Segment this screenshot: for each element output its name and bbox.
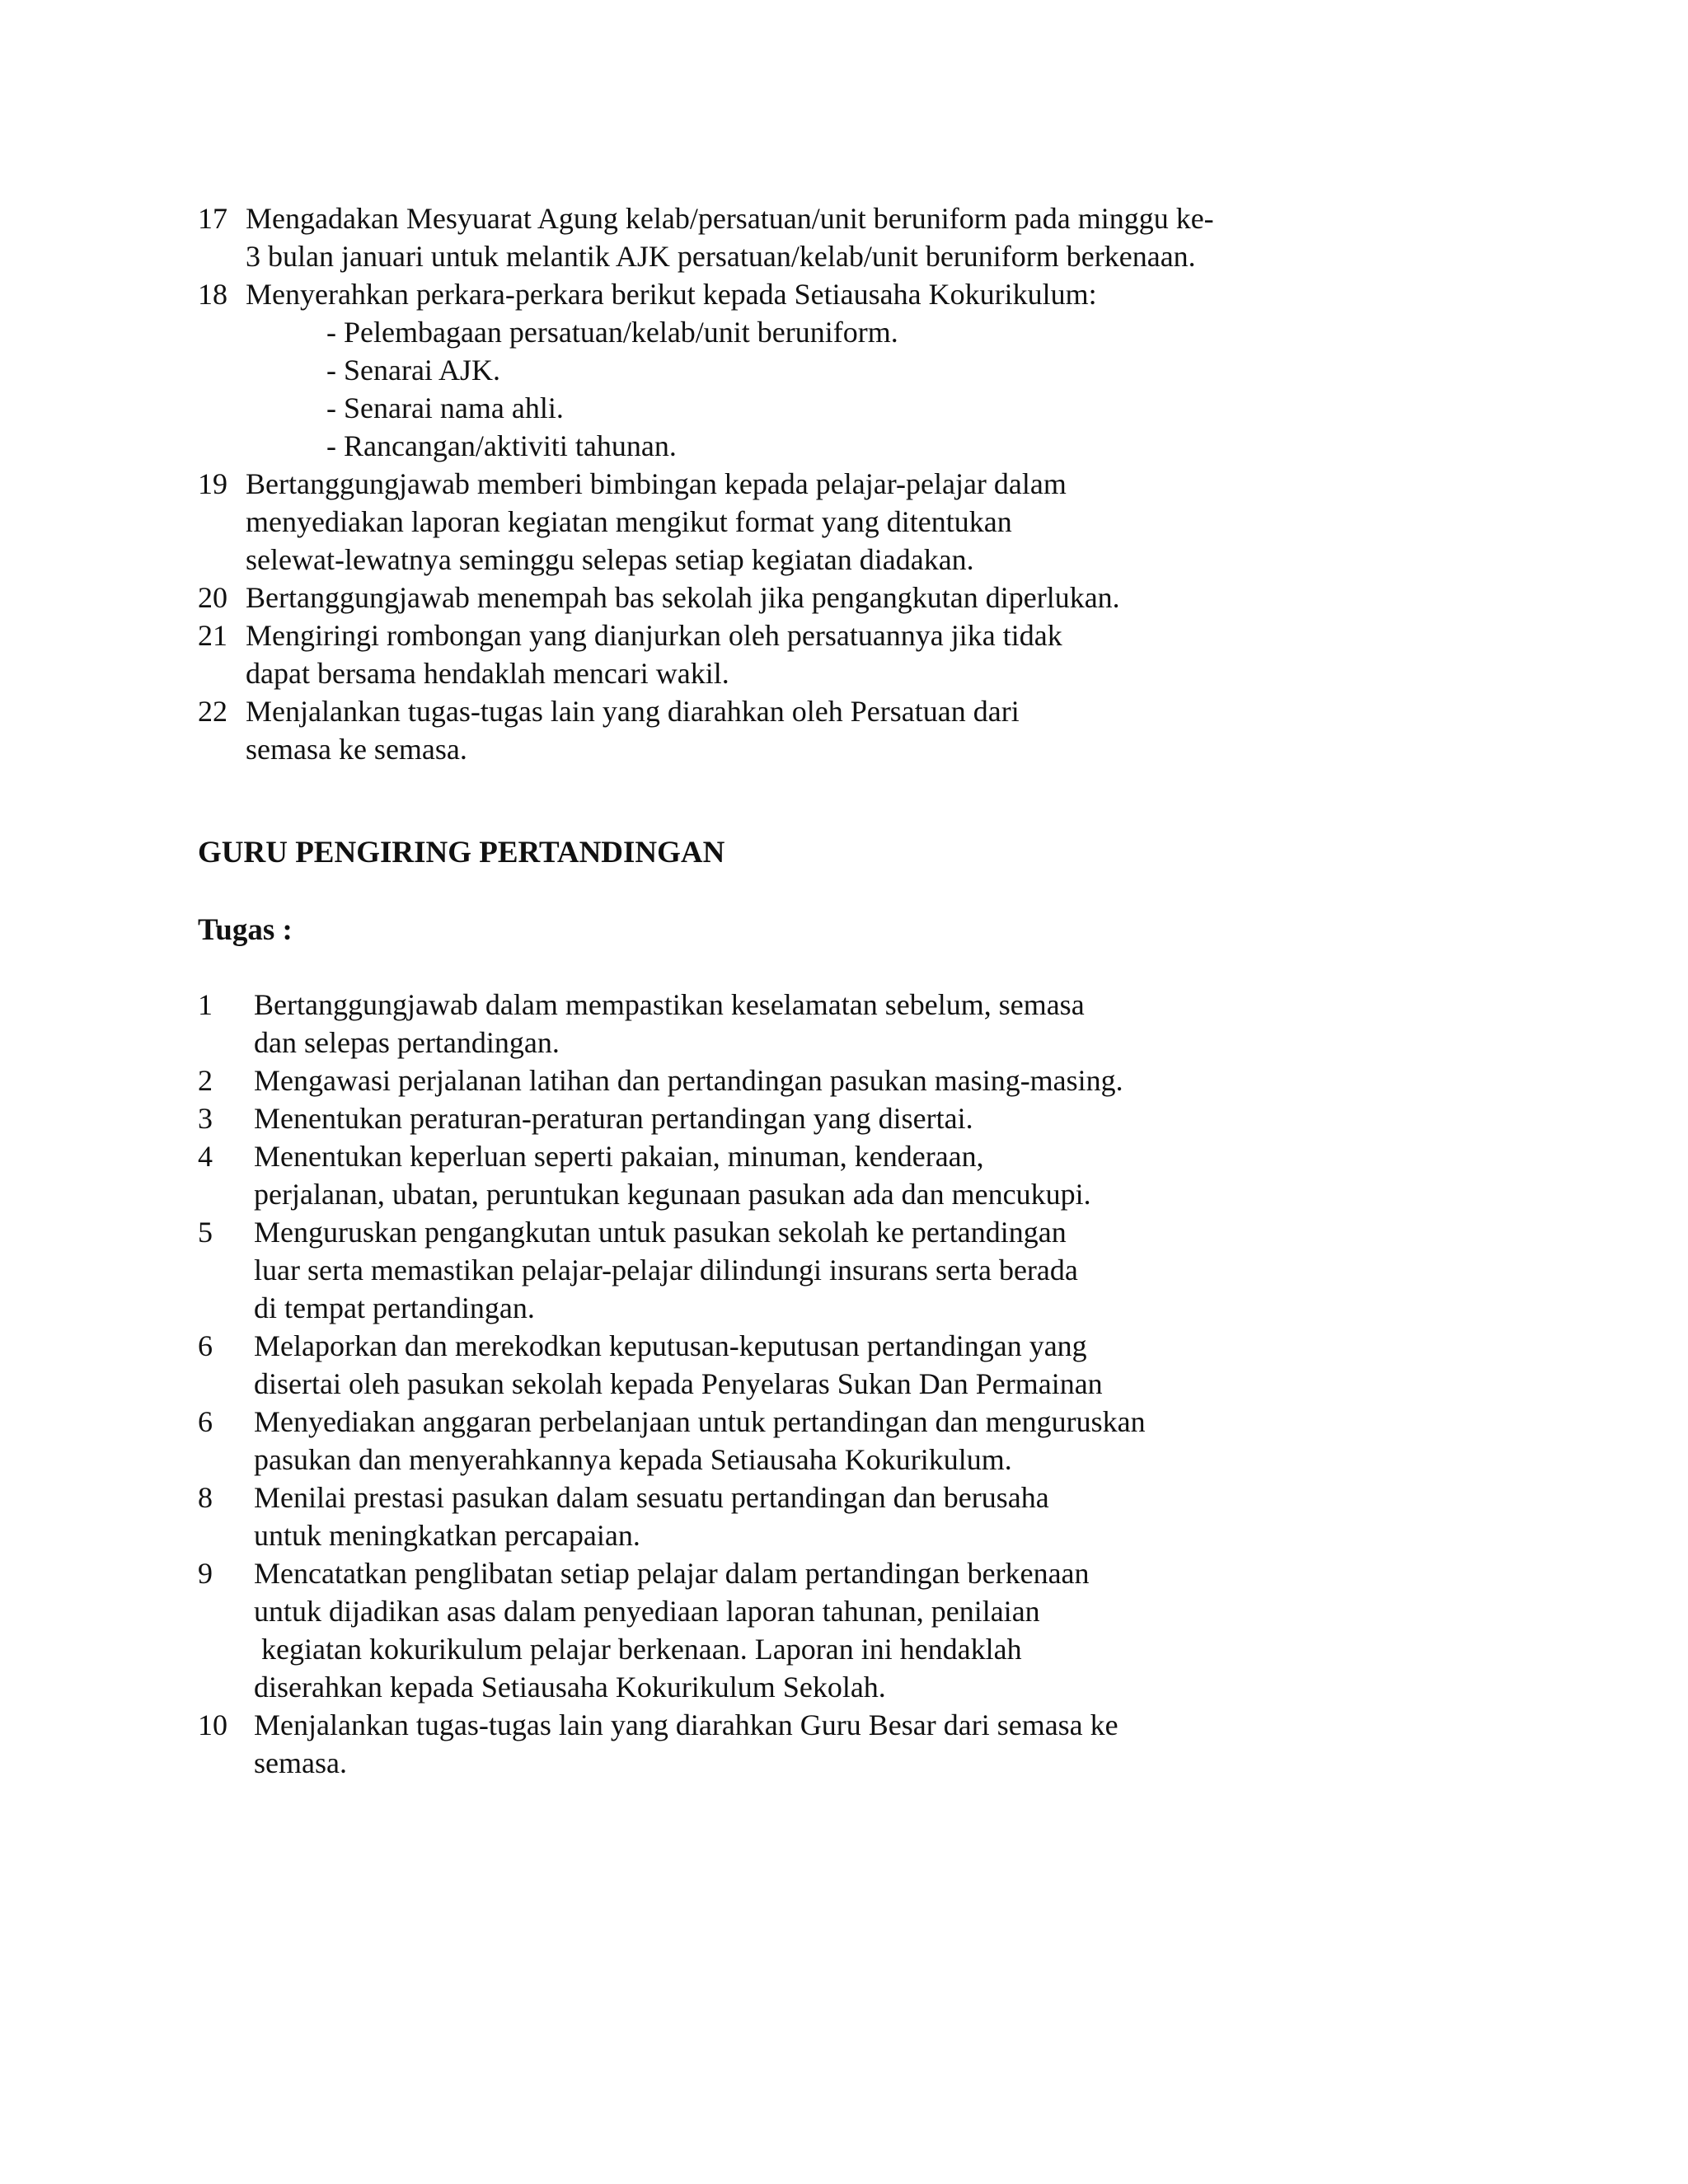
text-line: menyediakan laporan kegiatan mengikut format yang ditentukan bbox=[246, 505, 1012, 538]
item-text bbox=[254, 1706, 1393, 1782]
item-number: 4 bbox=[198, 1140, 213, 1173]
item-text bbox=[254, 1479, 1393, 1554]
text-line: Bertanggungjawab dalam mempastikan keselamatan sebelum, semasa bbox=[254, 988, 1085, 1021]
item-text bbox=[246, 692, 1393, 768]
text-line: Mencatatkan penglibatan setiap pelajar dalam pertandingan berkenaan bbox=[254, 1557, 1090, 1590]
text-line: kegiatan kokurikulum pelajar berkenaan. Laporan ini hendaklah bbox=[254, 1633, 1022, 1666]
text-line: pasukan dan menyerahkannya kepada Setiausaha Kokurikulum. bbox=[254, 1443, 1012, 1476]
text-line: untuk dijadikan asas dalam penyediaan laporan tahunan, penilaian bbox=[254, 1595, 1040, 1628]
item-text bbox=[254, 1327, 1393, 1403]
item-text bbox=[246, 616, 1393, 692]
item-number: 21 bbox=[198, 619, 227, 652]
list-item-3 bbox=[198, 1099, 1393, 1137]
item-number: 6 bbox=[198, 1329, 213, 1362]
sub-item: - Rancangan/aktiviti tahunan. bbox=[326, 429, 677, 462]
text-line: untuk meningkatkan percapaian. bbox=[254, 1519, 640, 1552]
item-text bbox=[246, 465, 1393, 579]
sub-list bbox=[326, 313, 1393, 465]
text-line: Menilai prestasi pasukan dalam sesuatu pertandingan dan berusaha bbox=[254, 1481, 1049, 1514]
item-number: 17 bbox=[198, 202, 227, 235]
list-item-19 bbox=[198, 465, 1393, 579]
text-line: luar serta memastikan pelajar-pelajar dilindungi insurans serta berada bbox=[254, 1254, 1078, 1286]
text-line: Mengiringi rombongan yang dianjurkan oleh persatuannya jika tidak bbox=[246, 619, 1062, 652]
text-line: dapat bersama hendaklah mencari wakil. bbox=[246, 657, 729, 690]
text-line: Bertanggungjawab memberi bimbingan kepada pelajar-pelajar dalam bbox=[246, 467, 1067, 500]
list-item-20 bbox=[198, 579, 1393, 616]
text-line: dan selepas pertandingan. bbox=[254, 1026, 560, 1059]
text-line: di tempat pertandingan. bbox=[254, 1291, 535, 1324]
top-numbered-list bbox=[198, 199, 1393, 768]
text-line: Menyediakan anggaran perbelanjaan untuk pertandingan dan menguruskan bbox=[254, 1405, 1146, 1438]
text-line: 3 bulan januari untuk melantik AJK persatuan/kelab/unit beruniform berkenaan. bbox=[246, 240, 1196, 273]
item-number: 1 bbox=[198, 988, 213, 1021]
text-line: Menentukan keperluan seperti pakaian, minuman, kenderaan, bbox=[254, 1140, 984, 1173]
item-text bbox=[246, 275, 1393, 465]
item-number: 6 bbox=[198, 1405, 213, 1438]
list-item-2 bbox=[198, 1062, 1393, 1099]
item-text bbox=[254, 1062, 1393, 1099]
text-line: Menyerahkan perkara-perkara berikut kepada Setiausaha Kokurikulum: bbox=[246, 278, 1097, 311]
item-text bbox=[254, 1099, 1393, 1137]
item-number: 22 bbox=[198, 695, 227, 728]
text-line: disertai oleh pasukan sekolah kepada Penyelaras Sukan Dan Permainan bbox=[254, 1367, 1103, 1400]
item-number: 18 bbox=[198, 278, 227, 311]
item-number: 3 bbox=[198, 1102, 213, 1135]
item-number: 19 bbox=[198, 467, 227, 500]
item-text bbox=[254, 986, 1393, 1062]
text-line: semasa. bbox=[254, 1746, 347, 1779]
item-text bbox=[254, 1403, 1393, 1479]
item-text bbox=[254, 1137, 1393, 1213]
text-line: Melaporkan dan merekodkan keputusan-keputusan pertandingan yang bbox=[254, 1329, 1087, 1362]
text-line: Mengadakan Mesyuarat Agung kelab/persatuan/unit beruniform pada minggu ke- bbox=[246, 202, 1214, 235]
text-line: diserahkan kepada Setiausaha Kokurikulum Sekolah. bbox=[254, 1671, 886, 1704]
bottom-numbered-list bbox=[198, 986, 1393, 1782]
text-line: selewat-lewatnya seminggu selepas setiap kegiatan diadakan. bbox=[246, 543, 974, 576]
text-line: Menentukan peraturan-peraturan pertandingan yang disertai. bbox=[254, 1102, 973, 1135]
list-item-6b bbox=[198, 1403, 1393, 1479]
sub-item: - Pelembagaan persatuan/kelab/unit beruniform. bbox=[326, 316, 898, 349]
item-text bbox=[246, 199, 1393, 275]
item-number: 5 bbox=[198, 1216, 213, 1249]
item-number: 10 bbox=[198, 1708, 227, 1741]
text-line: Menguruskan pengangkutan untuk pasukan sekolah ke pertandingan bbox=[254, 1216, 1067, 1249]
list-item-22 bbox=[198, 692, 1393, 768]
list-item-10 bbox=[198, 1706, 1393, 1782]
item-text bbox=[254, 1554, 1393, 1706]
text-line: Bertanggungjawab menempah bas sekolah jika pengangkutan diperlukan. bbox=[246, 581, 1120, 614]
text-line: Mengawasi perjalanan latihan dan pertandingan pasukan masing-masing. bbox=[254, 1064, 1123, 1097]
item-number: 2 bbox=[198, 1064, 213, 1097]
list-item-9 bbox=[198, 1554, 1393, 1706]
sub-item: - Senarai AJK. bbox=[326, 354, 500, 387]
text-line: Menjalankan tugas-tugas lain yang diarahkan Guru Besar dari semasa ke bbox=[254, 1708, 1118, 1741]
sub-item: - Senarai nama ahli. bbox=[326, 391, 564, 424]
list-item-21 bbox=[198, 616, 1393, 692]
item-number: 20 bbox=[198, 581, 227, 614]
text-line: Menjalankan tugas-tugas lain yang diarahkan oleh Persatuan dari bbox=[246, 695, 1020, 728]
item-number: 8 bbox=[198, 1481, 213, 1514]
section-heading: GURU PENGIRING PERTANDINGAN bbox=[198, 836, 725, 869]
item-text bbox=[246, 579, 1393, 616]
list-item-18 bbox=[198, 275, 1393, 465]
text-line: perjalanan, ubatan, peruntukan kegunaan pasukan ada dan mencukupi. bbox=[254, 1178, 1091, 1211]
item-text bbox=[254, 1213, 1393, 1327]
text-line: semasa ke semasa. bbox=[246, 733, 467, 766]
item-number: 9 bbox=[198, 1557, 213, 1590]
list-item-4 bbox=[198, 1137, 1393, 1213]
list-item-1 bbox=[198, 986, 1393, 1062]
tasks-label: Tugas : bbox=[198, 913, 293, 947]
list-item-5 bbox=[198, 1213, 1393, 1327]
list-item-6 bbox=[198, 1327, 1393, 1403]
list-item-17 bbox=[198, 199, 1393, 275]
list-item-8 bbox=[198, 1479, 1393, 1554]
